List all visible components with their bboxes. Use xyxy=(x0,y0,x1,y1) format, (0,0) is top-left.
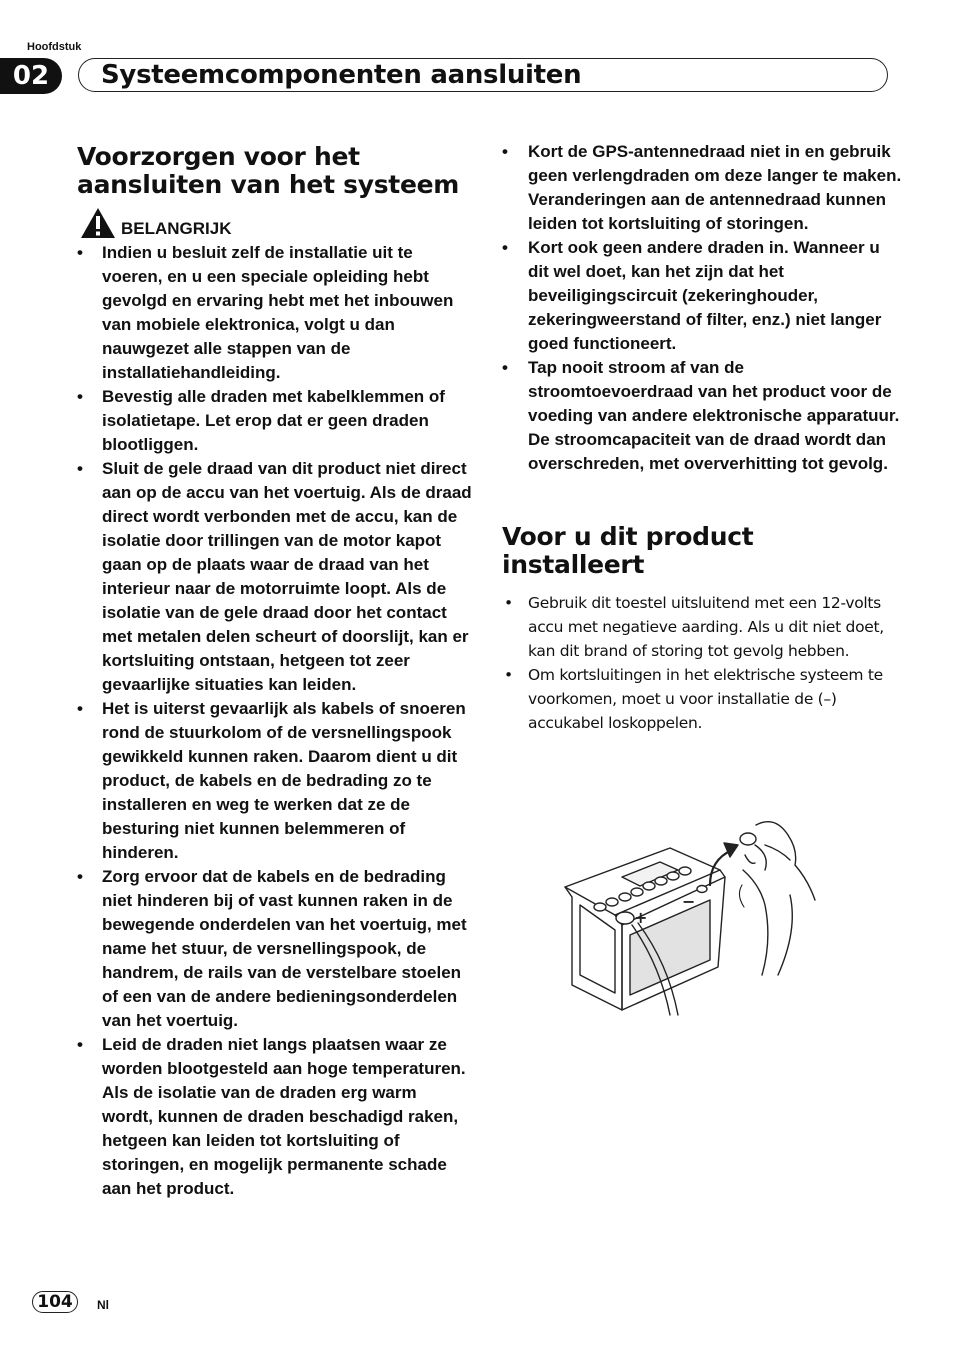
section-title-line-2: aansluiten van het systeem xyxy=(77,170,460,199)
section-title-precautions xyxy=(77,143,472,199)
language-code: Nl xyxy=(97,1298,109,1312)
right-column xyxy=(502,140,902,735)
hand-holding-cable-icon xyxy=(740,822,815,975)
chapter-number-badge: 02 xyxy=(0,58,62,94)
motion-line-icon xyxy=(739,885,744,907)
list-item: • Zorg ervoor dat de kabels en de bedrading niet hinderen bij of vast kunnen raken in de bewegende onderdelen van het voertuig, met name het stuur, de versnellingspook, de handrem, de rails van de verstelbare stoelen of een van de andere bedieningsonderdelen van het voertuig. xyxy=(77,865,472,1033)
list-item: • Kort de GPS-antennedraad niet in en gebruik geen verlengdraden om deze langer te maken. Veranderingen aan de antennedraad kunnen leiden tot kortsluiting of storingen. xyxy=(502,140,902,236)
list-item: • Het is uiterst gevaarlijk als kabels of snoeren rond de stuurkolom of de versnellingspook gewikkeld kunnen raken. Daarom dient u dit product, de kabels en de bedrading zo te installeren en weg te werken dat ze de besturing niet kunnen belemmeren of hinderen. xyxy=(77,697,472,865)
list-item: • Om kortsluitingen in het elektrische systeem te voorkomen, moet u voor installatie de (–) accukabel loskoppelen. xyxy=(502,663,902,735)
important-notice xyxy=(80,207,472,239)
list-item: • Kort ook geen andere draden in. Wanneer u dit wel doet, kan het zijn dat het beveiligingscircuit (zekeringhouder, zekeringweerstand of filter, enz.) niet langer goed functioneert. xyxy=(502,236,902,356)
precautions-list-right xyxy=(502,140,902,476)
arrow-head-icon xyxy=(724,843,738,857)
battery-icon xyxy=(565,848,725,1010)
warning-icon xyxy=(80,207,116,239)
list-item: • Leid de draden niet langs plaatsen waar ze worden blootgesteld aan hoge temperaturen. Als de isolatie van de draden erg warm wordt, kunnen de draden beschadigd raken, hetgeen kan leiden tot kortsluiting of storingen, en mogelijk permanente schade aan het product. xyxy=(77,1033,472,1201)
section-title-line-1: Voorzorgen voor het xyxy=(77,142,360,171)
battery-disconnect-illustration xyxy=(560,815,840,1020)
minus-terminal-label: − xyxy=(682,892,696,911)
chapter-title: Systeemcomponenten aansluiten xyxy=(101,60,582,90)
chapter-title-box xyxy=(78,58,888,92)
list-item: • Sluit de gele draad van dit product niet direct aan op de accu van het voertuig. Als de draad direct wordt verbonden met de accu, kan de isolatie door trillingen van de motor kapot gaan op de plaats waar de draad van het interieur naar de motorruimte loopt. Als de isolatie van de gele draad door het contact met metalen delen scheurt of doorslijt, kan er kortsluiting ontstaan, hetgeen tot zeer gevaarlijke situaties kan leiden. xyxy=(77,457,472,697)
list-item: • Tap nooit stroom af van de stroomtoevoerdraad van het product voor de voeding van andere elektronische apparatuur. De stroomcapaciteit van de draad wordt dan overschreden, met oververhitting tot gevolg. xyxy=(502,356,902,476)
list-item: • Bevestig alle draden met kabelklemmen of isolatietape. Let erop dat er geen draden blootliggen. xyxy=(77,385,472,457)
chapter-label: Hoofdstuk xyxy=(27,41,82,53)
section-title-before-install: Voor u dit product installeert xyxy=(502,522,754,579)
install-list xyxy=(502,591,902,735)
left-column xyxy=(77,143,472,1201)
list-item: • Indien u besluit zelf de installatie uit te voeren, en u een speciale opleiding hebt gevolgd en ervaring hebt met het inbouwen van mobiele elektronica, volgt u dan nauwgezet alle stappen van de installatiehandleiding. xyxy=(77,241,472,385)
important-label: BELANGRIJK xyxy=(121,219,232,238)
list-item: • Gebruik dit toestel uitsluitend met een 12-volts accu met negatieve aarding. Als u dit niet doet, kan dit brand of storing tot gevolg hebben. xyxy=(502,591,902,663)
page-number: 104 xyxy=(32,1291,78,1313)
precautions-list-left xyxy=(77,241,472,1201)
plus-terminal-label: + xyxy=(634,908,648,927)
